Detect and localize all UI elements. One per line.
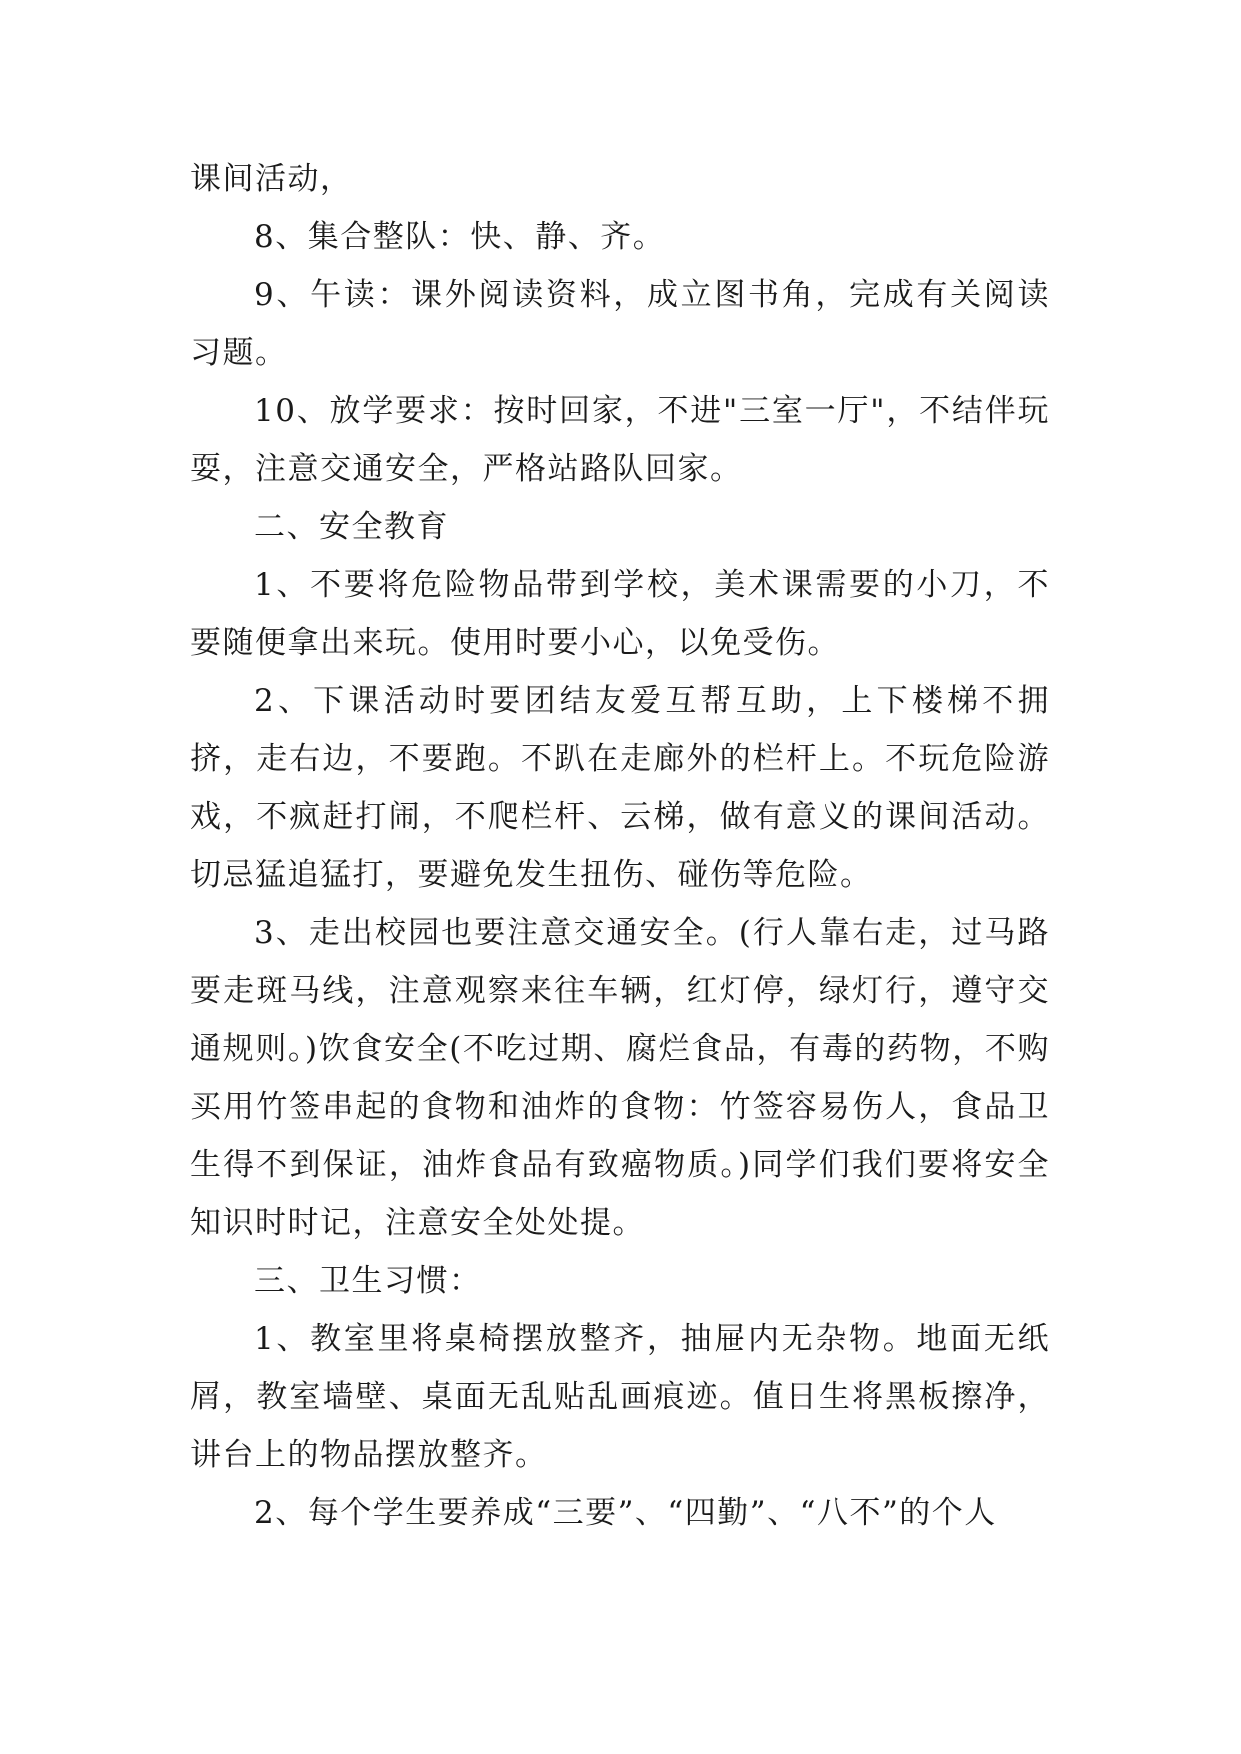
document-body bbox=[190, 150, 1050, 1542]
paragraph-item-9-noon-reading: 9、午读：课外阅读资料，成立图书角，完成有关阅读习题。 bbox=[190, 277, 1050, 371]
section-heading-hygiene: 三、卫生习惯： bbox=[254, 1263, 482, 1299]
paragraph-safety-3: 3、走出校园也要注意交通安全。(行人靠右走，过马路要走斑马线，注意观察来往车辆，红灯停，绿灯行，遵守交通规则。)饮食安全(不吃过期、腐烂食品，有毒的药物，不购买用竹签串起的食物和油炸的食物：竹签容易伤人，食品卫生得不到保证，油炸食品有致癌物质。)同学们我们要将安全知识时时记，注意安全处处提。 bbox=[190, 915, 1050, 1241]
paragraph-hygiene-1: 1、教室里将桌椅摆放整齐，抽屉内无杂物。地面无纸屑，教室墙壁、桌面无乱贴乱画痕迹。值日生将黑板擦净，讲台上的物品摆放整齐。 bbox=[190, 1321, 1050, 1473]
paragraph-safety-1: 1、不要将危险物品带到学校，美术课需要的小刀，不要随便拿出来玩。使用时要小心，以免受伤。 bbox=[190, 567, 1050, 661]
paragraph-item-8-assembly: 8、集合整队：快、静、齐。 bbox=[254, 219, 666, 255]
paragraph-hygiene-2: 2、每个学生要养成“三要”、“四勤”、“八不”的个人 bbox=[254, 1495, 997, 1531]
section-heading-safety: 二、安全教育 bbox=[254, 509, 449, 545]
paragraph-safety-2: 2、下课活动时要团结友爱互帮互助，上下楼梯不拥挤，走右边，不要跑。不趴在走廊外的栏杆上。不玩危险游戏，不疯赶打闹，不爬栏杆、云梯，做有意义的课间活动。切忌猛追猛打，要避免发生扭伤、碰伤等危险。 bbox=[190, 683, 1050, 893]
paragraph-item-10-dismissal: 10、放学要求：按时回家，不进"三室一厅"，不结伴玩耍，注意交通安全，严格站路队回家。 bbox=[190, 393, 1050, 487]
paragraph-continuation: 课间活动， bbox=[190, 161, 353, 197]
